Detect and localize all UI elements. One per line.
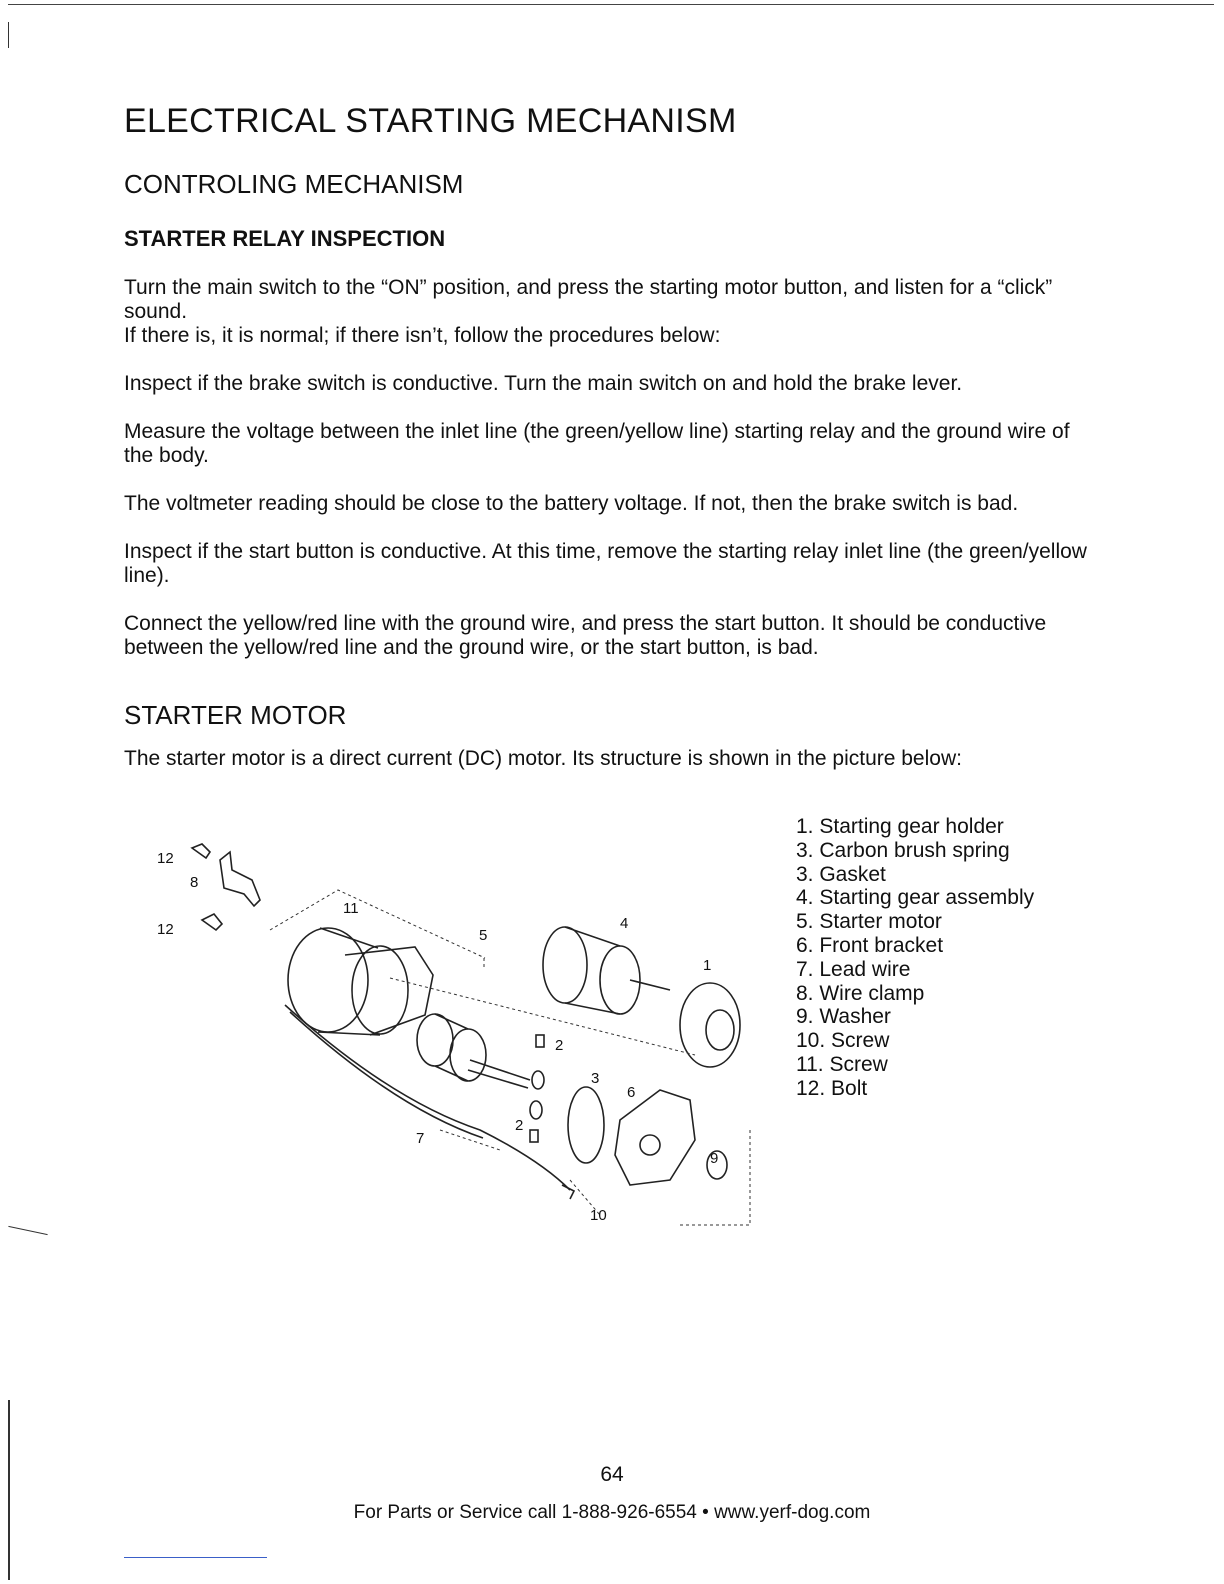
callout-8: 8 xyxy=(190,874,199,891)
callout-12: 12 xyxy=(157,850,174,867)
paragraph: Connect the yellow/red line with the ground wire, and press the start button. It should be conductive between the yellow/red line and the ground wire, or the start button, is bad. xyxy=(124,612,1047,659)
list-item: 3. Gasket xyxy=(796,862,886,886)
list-item: 10. Screw xyxy=(796,1029,890,1053)
section-heading-starter-motor: STARTER MOTOR xyxy=(124,700,347,730)
paragraph: The voltmeter reading should be close to the battery voltage. If not, then the brake switch is bad. xyxy=(124,492,1019,515)
paragraph: Inspect if the start button is conductive. At this time, remove the starting relay inlet line (the green/yellow line). xyxy=(124,540,1087,587)
page-title: ELECTRICAL STARTING MECHANISM xyxy=(124,102,737,140)
callout-6: 6 xyxy=(627,1084,636,1101)
paragraph: The starter motor is a direct current (DC) motor. Its structure is shown in the picture below: xyxy=(124,747,962,770)
scan-margin-mark xyxy=(8,1226,47,1235)
callout-1: 1 xyxy=(703,957,712,974)
list-item: 5. Starter motor xyxy=(796,910,942,934)
paragraph: Turn the main switch to the “ON” position, and press the starting motor button, and listen for a “click” sound. xyxy=(124,276,1053,323)
list-item: 3. Carbon brush spring xyxy=(796,838,1010,862)
callout-5: 5 xyxy=(479,927,488,944)
callout-3: 3 xyxy=(591,1070,600,1087)
parts-list xyxy=(796,815,1034,1101)
paragraph: If there is, it is normal; if there isn’t, follow the procedures below: xyxy=(124,324,721,347)
list-item: 7. Lead wire xyxy=(796,957,911,981)
callout-2: 2 xyxy=(555,1037,564,1054)
scan-top-border xyxy=(8,4,1214,5)
scan-margin-mark xyxy=(8,22,9,48)
footer-contact: For Parts or Service call 1-888-926-6554 • www.yerf-dog.com xyxy=(353,1502,871,1523)
paragraph: Measure the voltage between the inlet line (the green/yellow line) starting relay and the ground wire of the body. xyxy=(124,420,1070,467)
callout-11: 11 xyxy=(343,900,359,917)
callout-7: 7 xyxy=(416,1130,425,1147)
starter-motor-exploded-diagram xyxy=(150,830,780,1230)
scan-underline-mark xyxy=(124,1557,267,1558)
page-number: 64 xyxy=(600,1463,624,1486)
list-item: 11. Screw xyxy=(796,1052,888,1076)
list-item: 12. Bolt xyxy=(796,1076,868,1100)
page-content xyxy=(124,102,1089,771)
callout-2: 2 xyxy=(515,1117,524,1134)
callout-4: 4 xyxy=(620,915,629,932)
paragraph: Inspect if the brake switch is conductive. Turn the main switch on and hold the brake lever. xyxy=(124,372,963,395)
callout-12: 12 xyxy=(157,921,174,938)
list-item: 4. Starting gear assembly xyxy=(796,886,1035,910)
list-item: 1. Starting gear holder xyxy=(796,815,1004,838)
list-item: 6. Front bracket xyxy=(796,933,944,957)
scan-margin-mark xyxy=(8,1400,10,1580)
callout-10: 10 xyxy=(590,1207,607,1224)
list-item: 9. Washer xyxy=(796,1005,891,1029)
section-heading-controlling: CONTROLING MECHANISM xyxy=(124,169,464,199)
list-item: 8. Wire clamp xyxy=(796,981,925,1005)
subheading-relay-inspection: STARTER RELAY INSPECTION xyxy=(124,226,446,251)
callout-9: 9 xyxy=(710,1150,719,1167)
